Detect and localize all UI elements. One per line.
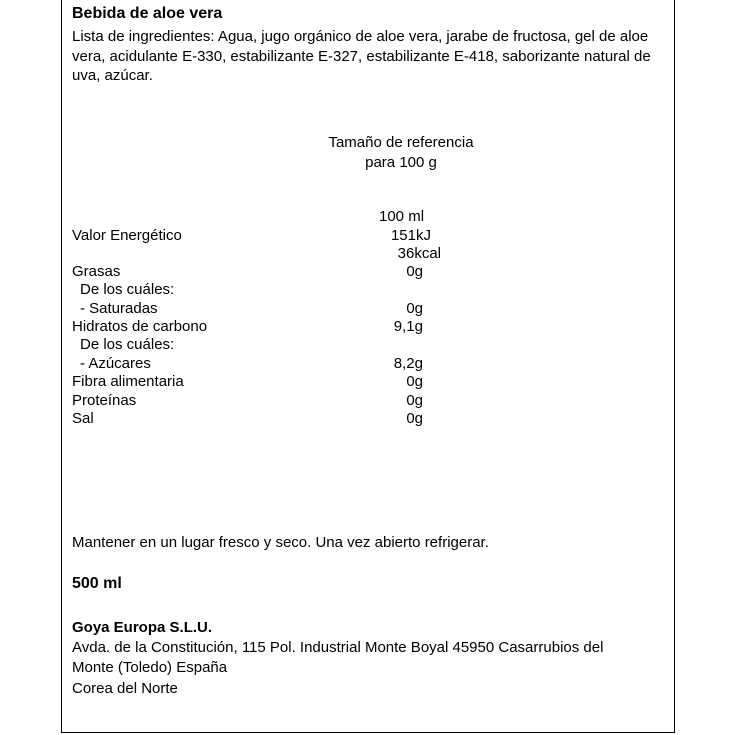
- company-address-line1: Avda. de la Constitución, 115 Pol. Industrial Monte Boyal 45950 Casarrubios del: [72, 639, 604, 656]
- nutrient-value-fat: 0g: [406, 263, 423, 280]
- nutrient-sublabel-carbs: De los cuáles:: [80, 336, 175, 353]
- column-header-100ml: 100 ml: [379, 208, 425, 225]
- energy-kj-value: 151kJ: [390, 227, 431, 244]
- nutrient-value-saturated: 0g: [406, 300, 423, 317]
- reference-size-line1: Tamaño de referencia: [328, 134, 474, 151]
- company-address-line2: Monte (Toledo) España: [72, 659, 228, 676]
- nutrient-value-salt: 0g: [406, 410, 423, 427]
- energy-kcal-value: 36kcal: [397, 245, 441, 262]
- nutrient-value-carbs: 9,1g: [393, 318, 423, 335]
- nutrient-label-protein: Proteínas: [72, 392, 137, 409]
- ingredients-list: Lista de ingredientes: Agua, jugo orgánico de aloe vera, jarabe de fructosa, gel de aloe vera, acidulante E-330, estabilizante E-327, estabilizante E-418, saborizante natural de uva, azúcar.: [72, 28, 651, 84]
- product-title: Bebida de aloe vera: [72, 5, 223, 22]
- nutrient-value-sugars: 8,2g: [393, 355, 423, 372]
- nutrient-label-carbs: Hidratos de carbono: [72, 318, 208, 335]
- energy-label: Valor Energético: [72, 227, 182, 244]
- nutrient-label-fat: Grasas: [72, 263, 121, 280]
- nutrient-label-fiber: Fibra alimentaria: [72, 373, 184, 390]
- net-volume: 500 ml: [72, 575, 122, 592]
- nutrient-label-sugars: - Azúcares: [80, 355, 151, 372]
- storage-instructions: Mantener en un lugar fresco y seco. Una vez abierto refrigerar.: [72, 534, 489, 551]
- nutrient-value-fiber: 0g: [406, 373, 423, 390]
- company-name: Goya Europa S.L.U.: [72, 619, 213, 636]
- reference-size-line2: para 100 g: [365, 154, 437, 171]
- country-of-origin: Corea del Norte: [72, 680, 178, 697]
- nutrient-sublabel-fat: De los cuáles:: [80, 281, 175, 298]
- nutrient-label-saturated: - Saturadas: [80, 300, 158, 317]
- nutrient-label-salt: Sal: [72, 410, 94, 427]
- nutrient-value-protein: 0g: [406, 392, 423, 409]
